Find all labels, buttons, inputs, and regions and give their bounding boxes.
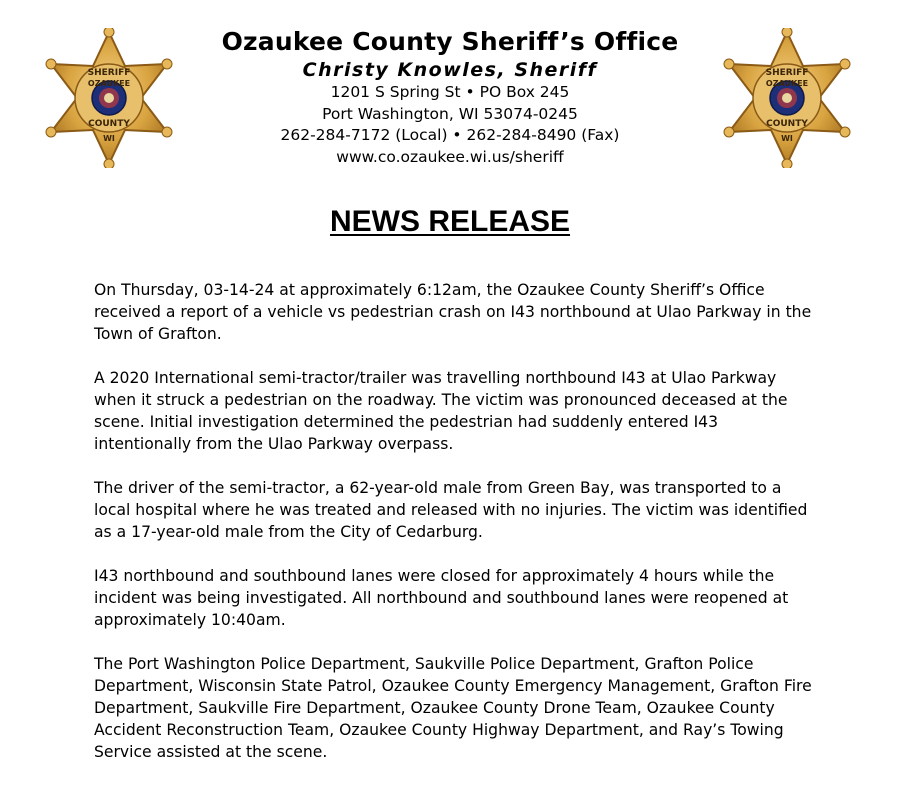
- website-link[interactable]: www.co.ozaukee.wi.us/sheriff: [336, 147, 564, 166]
- svg-text:COUNTY: COUNTY: [88, 119, 130, 129]
- release-body: [94, 279, 814, 785]
- paragraph-closure: I43 northbound and southbound lanes were closed for approximately 4 hours while the incident was being investigated. All northbound and southbound lanes were reopened at approximately 10:40am.: [94, 567, 789, 629]
- sheriff-badge-left-icon: [45, 28, 173, 168]
- svg-text:OZAUKEE: OZAUKEE: [765, 79, 809, 88]
- svg-text:OZAUKEE: OZAUKEE: [87, 79, 131, 88]
- sheriff-name: Christy Knowles, Sheriff: [302, 59, 598, 81]
- address-line-1: 1201 S Spring St • PO Box 245: [330, 83, 570, 101]
- news-release-title: NEWS RELEASE: [329, 205, 571, 238]
- office-name: Ozaukee County Sheriff’s Office: [221, 27, 679, 56]
- sheriff-badge-right-icon: [723, 28, 851, 168]
- address-line-2: Port Washington, WI 53074-0245: [322, 104, 578, 123]
- svg-text:COUNTY: COUNTY: [766, 119, 808, 129]
- letterhead: [180, 26, 720, 168]
- paragraph-incident: On Thursday, 03-14-24 at approximately 6:12am, the Ozaukee County Sheriff’s Office received a report of a vehicle vs pedestrian crash on I43 northbound at Ulao Parkway in the Town of Grafton.: [94, 281, 812, 343]
- svg-text:WI: WI: [103, 134, 115, 143]
- svg-text:SHERIFF: SHERIFF: [765, 68, 809, 78]
- svg-text:WI: WI: [781, 134, 793, 143]
- paragraph-driver: The driver of the semi-tractor, a 62-year-old male from Green Bay, was transported to a local hospital where he was treated and released with no injuries. The victim was identified as a 17-year-old male from the City of Cedarburg.: [94, 479, 808, 541]
- paragraph-assisting-agencies: The Port Washington Police Department, Saukville Police Department, Grafton Police Department, Wisconsin State Patrol, Ozaukee County Emergency Management, Grafton Fire Department, Saukville Fire Department, Ozaukee County Drone Team, Ozaukee County Accident Reconstruction Team, Ozaukee County Highway Department, and Ray’s Towing Service assisted at the scene.: [94, 655, 812, 761]
- paragraph-details: A 2020 International semi-tractor/trailer was travelling northbound I43 at Ulao Parkway when it struck a pedestrian on the roadway. The victim was pronounced deceased at the scene. Initial investigation determined the pedestrian had suddenly entered I43 intentionally from the Ulao Parkway overpass.: [94, 369, 788, 453]
- svg-text:SHERIFF: SHERIFF: [87, 68, 131, 78]
- phone-line: 262-284-7172 (Local) • 262-284-8490 (Fax): [280, 126, 620, 144]
